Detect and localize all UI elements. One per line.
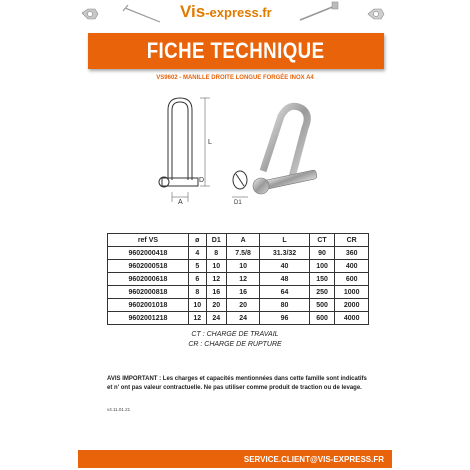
table-cell: 40 [260, 260, 309, 273]
table-cell: 400 [335, 260, 369, 273]
table-row [108, 286, 369, 299]
dim-label-D: D [199, 177, 205, 184]
note-ct: CT : CHARGE DE TRAVAIL [191, 331, 279, 338]
hex-nut-icon [82, 9, 98, 19]
table-cell: 150 [309, 273, 335, 286]
logo-express: -express.fr [205, 5, 272, 20]
table-cell: 4000 [335, 312, 369, 325]
table-cell: 100 [309, 260, 335, 273]
table-row [108, 273, 369, 286]
table-cell: 16 [206, 286, 226, 299]
bolt-icon [300, 2, 338, 20]
table-cell: 8 [188, 286, 206, 299]
table-cell: 600 [309, 312, 335, 325]
table-cell: 24 [206, 312, 226, 325]
table-cell: 9602001218 [108, 312, 189, 325]
product-subtitle: VS9602 - MANILLE DROITE LONGUE FORGÉE INOX A4 [156, 75, 314, 81]
version-label: v4.11.01.21 [107, 407, 131, 412]
support-email-link[interactable]: SERVICE.CLIENT@VIS-EXPRESS.FR [243, 454, 384, 464]
table-cell: 2000 [335, 299, 369, 312]
table-cell: 8 [206, 247, 226, 260]
table-cell: 1000 [335, 286, 369, 299]
table-row [108, 312, 369, 325]
vis-express-logo [180, 2, 272, 22]
table-cell: 10 [206, 260, 226, 273]
table-row [108, 299, 369, 312]
footer-bar [78, 450, 392, 468]
shackle-technical-drawing [150, 92, 250, 207]
col-header: CT [309, 234, 335, 247]
table-cell: 10 [226, 260, 260, 273]
table-cell: 4 [188, 247, 206, 260]
table-cell: 16 [226, 286, 260, 299]
table-cell: 9602001018 [108, 299, 189, 312]
col-header: ø [188, 234, 206, 247]
legend-notes [0, 330, 470, 350]
dim-label-A: A [178, 199, 183, 206]
table-cell: 600 [335, 273, 369, 286]
table-cell: 360 [335, 247, 369, 260]
table-cell: 9602000818 [108, 286, 189, 299]
col-header: L [260, 234, 309, 247]
title-banner [88, 33, 384, 69]
table-row [108, 260, 369, 273]
table-cell: 12 [206, 273, 226, 286]
table-cell: 90 [309, 247, 335, 260]
col-header: D1 [206, 234, 226, 247]
table-cell: 64 [260, 286, 309, 299]
table-cell: 10 [188, 299, 206, 312]
table-cell: 6 [188, 273, 206, 286]
table-cell: 5 [188, 260, 206, 273]
col-header: ref VS [108, 234, 189, 247]
table-cell: 12 [226, 273, 260, 286]
col-header: A [226, 234, 260, 247]
table-cell: 20 [206, 299, 226, 312]
page-title: FICHE TECHNIQUE [147, 38, 325, 63]
table-cell: 250 [309, 286, 335, 299]
table-cell: 9602000618 [108, 273, 189, 286]
table-cell: 80 [260, 299, 309, 312]
table-cell: 7.5/8 [226, 247, 260, 260]
washer-icon [368, 9, 384, 19]
table-header-row [108, 234, 369, 247]
col-header: CR [335, 234, 369, 247]
table-cell: 20 [226, 299, 260, 312]
dim-label-L: L [208, 139, 212, 146]
dim-label-D1: D1 [234, 200, 242, 206]
table-cell: 12 [188, 312, 206, 325]
table-cell: 24 [226, 312, 260, 325]
table-cell: 9602000518 [108, 260, 189, 273]
table-cell: 31.3/32 [260, 247, 309, 260]
note-cr: CR : CHARGE DE RUPTURE [188, 341, 282, 348]
logo-vis: Vis [180, 2, 206, 21]
table-cell: 96 [260, 312, 309, 325]
shackle-photo [243, 96, 333, 206]
specifications-table [107, 233, 369, 325]
screw-icon [123, 5, 160, 22]
table-cell: 500 [309, 299, 335, 312]
table-cell: 9602000418 [108, 247, 189, 260]
table-cell: 48 [260, 273, 309, 286]
important-notice: AVIS IMPORTANT : Les charges et capacités mentionnées dans cette famille sont indicatifs et n' ont pas valeur contractuelle. Ne pas utiliser comme produit de traction ou de levage. [107, 376, 367, 391]
table-row [108, 247, 369, 260]
